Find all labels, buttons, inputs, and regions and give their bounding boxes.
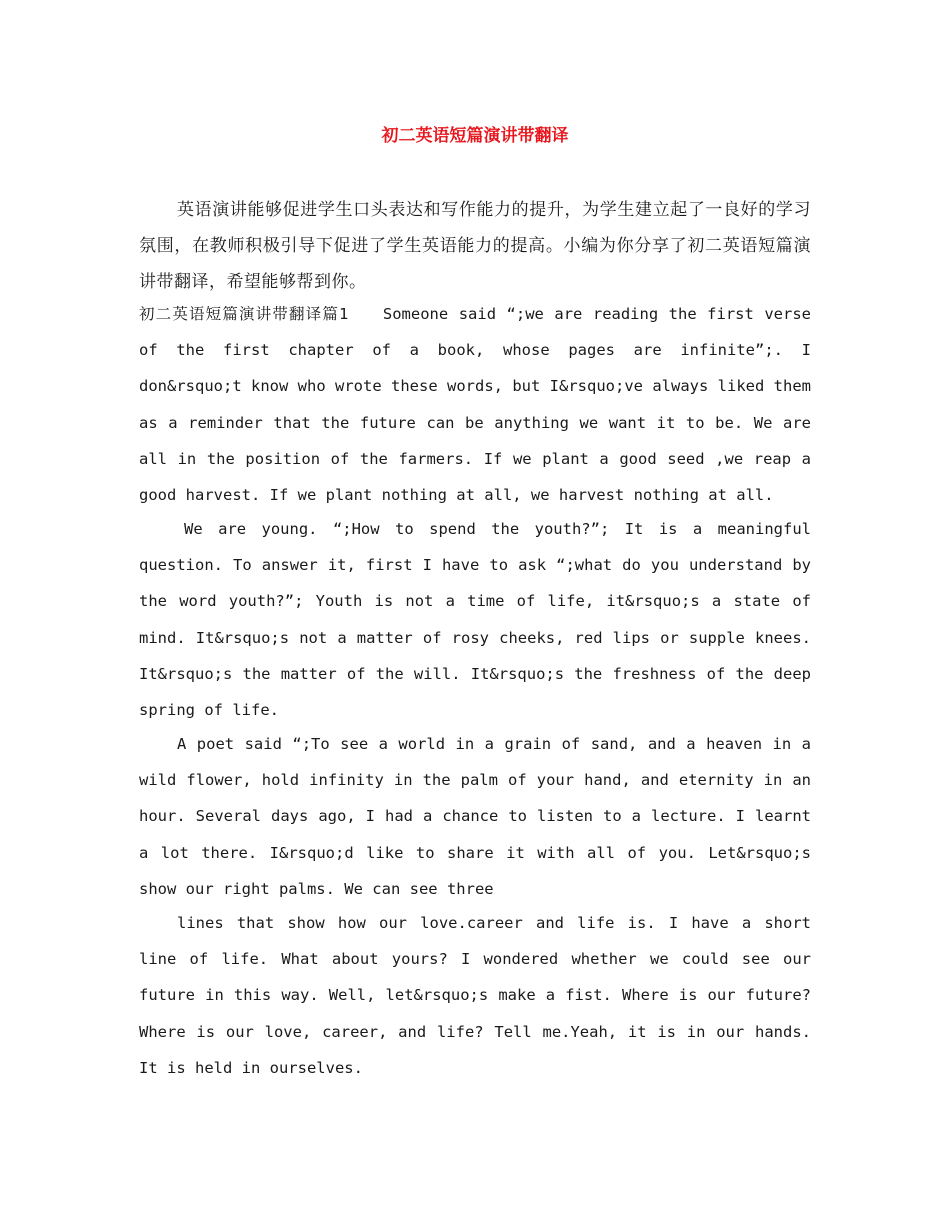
intro-paragraph: 英语演讲能够促进学生口头表达和写作能力的提升，为学生建立起了一良好的学习氛围，在教师积极引导下促进了学生英语能力的提高。小编为你分享了初二英语短篇演讲带翻译，希望能够帮到你。 <box>139 200 811 292</box>
speech-paragraph-1: 初二英语短篇演讲带翻译篇1 Someone said “;we are reading the first verse of the first chapter of a book, whose pages are infinite”;. I don&rsquo;t know who wrote these words, but I&rsquo;ve always liked them as a reminder that the future can be anything we want it to be. We are all in the position of the farmers. If we plant a good seed ,we reap a good harvest. If we plant nothing at all, we harvest nothing at all. <box>139 305 811 505</box>
document-title: 初二英语短篇演讲带翻译 <box>381 126 569 146</box>
speech-paragraph-2: We are young. “;How to spend the youth?”; It is a meaningful question. To answer it, first I have to ask “;what do you understand by the word youth?”; Youth is not a time of life, it&rsquo;s a state of mind. It&rsquo;s not a matter of rosy cheeks, red lips or supple knees. It&rsquo;s the matter of the will. It&rsquo;s the freshness of the deep spring of life. <box>139 520 811 720</box>
speech-paragraph-4: lines that show how our love.career and life is. I have a short line of life. What about yours? I wondered whether we could see our future in this way. Well, let&rsquo;s make a fist. Where is our future? Where is our love, career, and life? Tell me.Yeah, it is in our hands. It is held in ourselves. <box>139 914 811 1077</box>
speech-paragraph-3: A poet said “;To see a world in a grain of sand, and a heaven in a wild flower, hold infinity in the palm of your hand, and eternity in an hour. Several days ago, I had a chance to listen to a lecture. I learnt a lot there. I&rsquo;d like to share it with all of you. Let&rsquo;s show our right palms. We can see three <box>139 735 811 898</box>
